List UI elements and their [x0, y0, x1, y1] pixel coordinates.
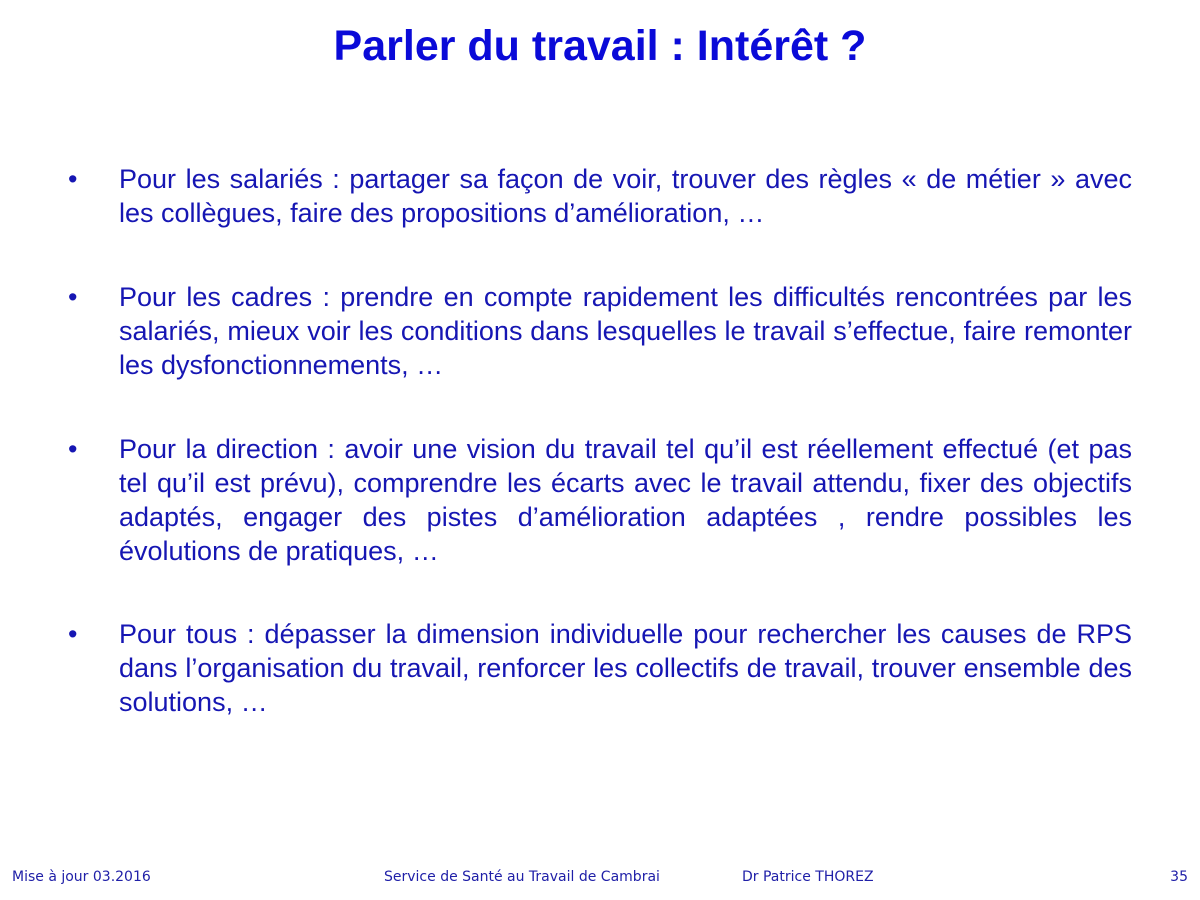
bullet-item-cadres: [68, 280, 1132, 382]
footer-organization: Service de Santé au Travail de Cambrai: [384, 869, 660, 885]
bullet-item-direction: [68, 432, 1132, 568]
bullet-item-salaries: [68, 162, 1132, 230]
bullet-list: [68, 162, 1132, 719]
bullet-marker: •: [68, 164, 78, 194]
bullet-marker: •: [68, 434, 78, 464]
bullet-text: Pour les salariés : partager sa façon de voir, trouver des règles « de métier » avec les collègues, faire des propositions d’amélioration, …: [119, 164, 1132, 228]
bullet-text: Pour la direction : avoir une vision du travail tel qu’il est réellement effectué (et pas tel qu’il est prévu), comprendre les écarts avec le travail attendu, fixer des objectifs adaptés, engager des pistes d’amélioration adaptées , rendre possibles les évolutions de pratiques, …: [119, 434, 1132, 566]
page-number: 35: [1170, 869, 1188, 885]
bullet-marker: •: [68, 282, 78, 312]
bullet-item-tous: [68, 617, 1132, 719]
bullet-text: Pour les cadres : prendre en compte rapidement les difficultés rencontrées par les salariés, mieux voir les conditions dans lesquelles le travail s’effectue, faire remonter les dysfonctionnements, …: [119, 282, 1132, 380]
bullet-text: Pour tous : dépasser la dimension individuelle pour rechercher les causes de RPS dans l’organisation du travail, renforcer les collectifs de travail, trouver ensemble des solutions, …: [119, 619, 1132, 717]
bullet-marker: •: [68, 619, 78, 649]
footer-author: Dr Patrice THOREZ: [742, 869, 874, 885]
footer-update-date: Mise à jour 03.2016: [12, 869, 151, 885]
slide-title: Parler du travail : Intérêt ?: [333, 22, 867, 70]
